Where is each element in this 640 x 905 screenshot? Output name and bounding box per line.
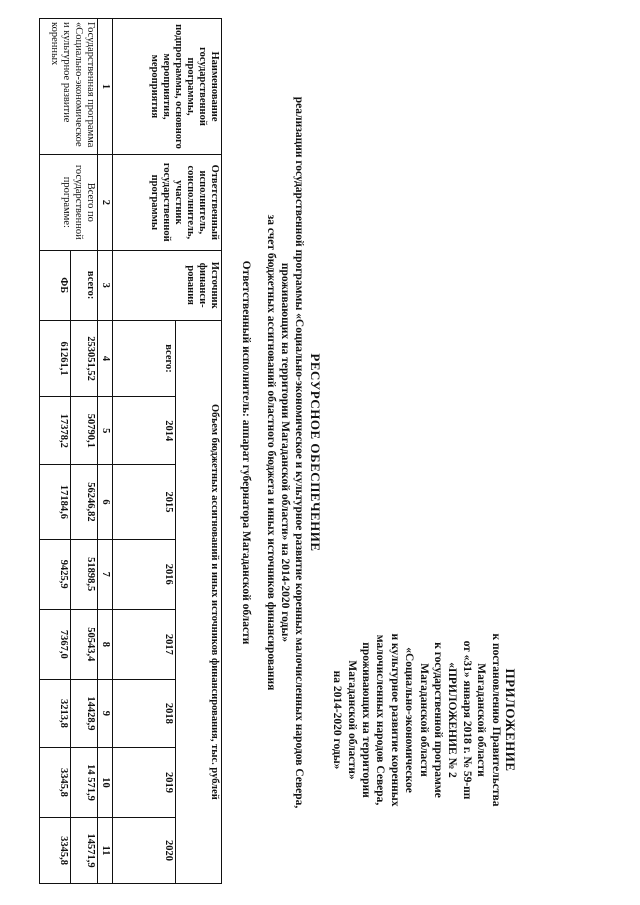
column-header-volume: Объем бюджетных ассигнований и иных источников финансирования, тыс. рублей	[176, 320, 222, 883]
column-number: 7	[98, 539, 113, 609]
column-number: 4	[98, 320, 113, 397]
subtitle-line: за счет бюджетных ассигнований областного бюджета и иных источников финансирования	[265, 214, 277, 691]
value-cell: 14571,9	[71, 818, 98, 884]
total-cell: 61261,1	[40, 320, 71, 397]
column-number: 5	[98, 397, 113, 465]
appendix-line: Магаданской области	[417, 663, 430, 777]
value-cell: 50790,1	[71, 397, 98, 465]
appendix-line: «ПРИЛОЖЕНИЕ № 2	[446, 662, 459, 778]
value-cell: 50543,4	[71, 609, 98, 679]
resource-table	[39, 18, 222, 884]
column-header-year: 2014	[113, 397, 176, 465]
appendix-line: к государственной программе	[431, 642, 444, 798]
subtitle-line: проживающих на территории Магаданской области» на 2014-2020 годы»	[279, 262, 291, 643]
column-number: 2	[98, 155, 113, 251]
value-cell: 17184,6	[40, 465, 71, 539]
column-header-year: 2015	[113, 465, 176, 539]
total-cell: 253051,52	[71, 320, 98, 397]
value-cell: 3345,8	[40, 747, 71, 817]
source-cell: всего:	[71, 250, 98, 320]
value-cell: 51898,5	[71, 539, 98, 609]
value-cell: 17378,2	[40, 397, 71, 465]
program-responsible-cell: Всего по государственной программе:	[40, 155, 98, 251]
value-cell: 14 571,9	[71, 747, 98, 817]
column-header-year: 2020	[113, 818, 176, 884]
appendix-line: проживающих на территории	[359, 642, 372, 798]
appendix-line: Магаданской области»	[345, 660, 358, 780]
value-cell: 7367,0	[40, 609, 71, 679]
column-number: 10	[98, 747, 113, 817]
column-header-year: 2018	[113, 679, 176, 747]
appendix-line: малочисленных народов Севера,	[374, 634, 387, 806]
appendix-line: и культурное развитие коренных	[388, 633, 401, 807]
column-number: 6	[98, 465, 113, 539]
document-header	[239, 0, 322, 905]
appendix-line: к постановлению Правительства	[489, 633, 502, 807]
appendix-title: ПРИЛОЖЕНИЕ	[503, 668, 518, 772]
column-number: 11	[98, 818, 113, 884]
column-header-name: Наименование государственной программы, подпрограммы, основного мероприятия, мероприятия	[113, 19, 222, 155]
column-header-year: 2019	[113, 747, 176, 817]
column-number: 1	[98, 19, 113, 155]
appendix-line: от «31» января 2018 г. № 59-пп	[460, 640, 473, 800]
column-number: 3	[98, 250, 113, 320]
value-cell: 3345,8	[40, 818, 71, 884]
column-header-responsible: Ответственный исполнитель, соисполнитель, участник государственной программы	[113, 155, 222, 251]
column-header-total: всего:	[113, 320, 176, 397]
column-header-year: 2017	[113, 609, 176, 679]
value-cell: 14428,9	[71, 679, 98, 747]
column-number-row	[98, 19, 113, 884]
column-header-year: 2016	[113, 539, 176, 609]
appendix-block	[330, 575, 517, 865]
column-header-source: Источник финанси-рования	[113, 250, 222, 320]
source-cell: ФБ	[40, 250, 71, 320]
value-cell: 56246,82	[71, 465, 98, 539]
column-number: 8	[98, 609, 113, 679]
value-cell: 3213,8	[40, 679, 71, 747]
appendix-line: Магаданской области	[475, 663, 488, 777]
responsible-executor: Ответственный исполнитель: аппарат губернатора Магаданской области	[240, 260, 252, 645]
table-row	[71, 19, 98, 884]
table-header-row	[176, 19, 222, 884]
appendix-line: на 2014-2020 годы»	[331, 670, 344, 770]
appendix-line: «Социально-экономическое	[403, 647, 416, 793]
subtitle-line: реализации государственной программы «Социально-экономическое и культурное развитие коренных малочисленных народов Севера,	[293, 96, 305, 809]
value-cell: 9425,9	[40, 539, 71, 609]
column-number: 9	[98, 679, 113, 747]
document-title: РЕСУРСНОЕ ОБЕСПЕЧЕНИЕ	[308, 353, 323, 552]
program-name-cell: Государственная программа «Социально-экономическое и культурное развитие коренных	[40, 19, 98, 155]
